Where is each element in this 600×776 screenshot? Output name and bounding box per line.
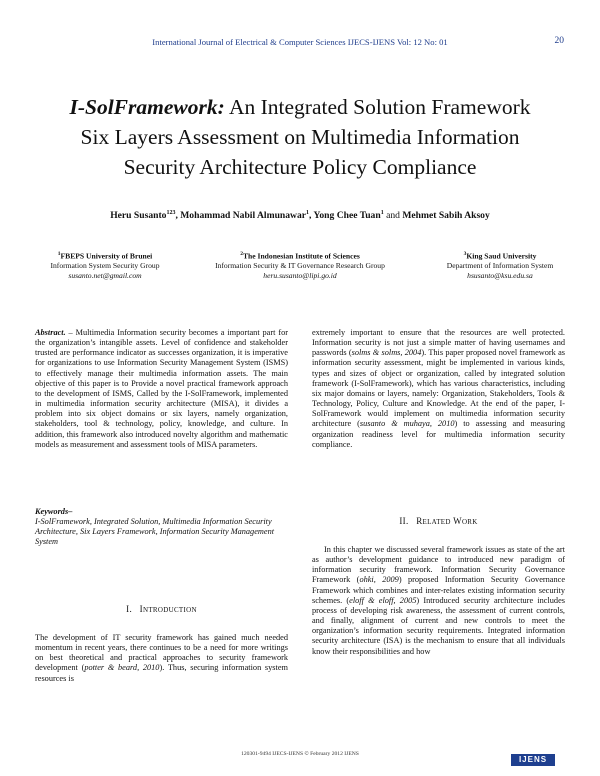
citation: eloff & eloff, 2005 bbox=[349, 595, 417, 605]
author-3: Yong Chee Tuan bbox=[313, 210, 381, 222]
page-number: 20 bbox=[554, 36, 564, 46]
introduction-continued: extremely important to ensure that the resources are well protected. Information security is not just a simple matter of having usernames and passwords (solms & solms, 2004). This paper proposed novel framework as information security assessment, might be implemented in various kinds, types and sizes of object or organization, called by integrated solution framework (I-SolFramework), which has various characteristics, including six major domains or layers, namely: Organization, Stakeholders, Tools & Technology, Policy, Culture and Knowledge. At the end of the paper, I-SolFramework would implement on multimedia information security architecture (susanto & muhaya, 2010) to assessing and measuring organization readiness level for multimedia information security compliance. bbox=[312, 328, 566, 449]
section-heading-related-work: II. RELATED WORK bbox=[399, 516, 478, 526]
title-line3: Security Architecture Policy Compliance bbox=[123, 155, 477, 179]
related-work-paragraph: In this chapter we discussed several framework issues as state of the art as author’s development guidance to introduced new paradigm of information security framework. Information Security Governance Framework (ohki, 2009) proposed Information Security Governance Framework which combines and inter-relates existing information security schemes. (eloff & eloff, 2005) Introduced security architecture includes process of developing risk awareness, the assessment of current controls, and finally, alignment of current and new controls to meet the organization’s information security requirements. Integrated information security architecture (ISA) is the mechanism to ensure that all individuals know their responsibilities and how bbox=[312, 545, 566, 656]
section-heading-introduction: I. INTRODUCTION bbox=[126, 604, 197, 614]
abstract bbox=[35, 328, 288, 450]
citation: ohki, 2009 bbox=[359, 575, 399, 585]
keywords-label: Keywords– bbox=[35, 507, 73, 516]
author-4: Mehmet Sabih Aksoy bbox=[402, 210, 490, 222]
citation: solms & solms, 2004 bbox=[351, 348, 422, 358]
title-italic: I-SolFramework: bbox=[69, 95, 225, 119]
author-1: Heru Susanto bbox=[110, 210, 167, 222]
title-line2: Six Layers Assessment on Multimedia Information bbox=[80, 125, 520, 149]
author-list: Heru Susanto$^{123}$, Mohammad Nabil Almunawar$^1$, Yong Chee Tuan$^1$ and Mehmet Sabih Aksoy bbox=[110, 210, 490, 222]
keywords-text: I-SolFramework, Integrated Solution, Multimedia Information Security Architecture, Six Layers Framework, Information Security Management System bbox=[35, 517, 275, 547]
journal-header: International Journal of Electrical & Computer Sciences IJECS-IJENS Vol: 12 No: 01 bbox=[152, 37, 448, 47]
title-line1: An Integrated Solution Framework bbox=[224, 95, 531, 119]
keywords bbox=[35, 507, 288, 548]
affiliation-1: $^1$FBEPS University of Brunei Information System Security Group susanto.net@gmail.com bbox=[50, 251, 160, 280]
footer-text: 120301-9494 IJECS-IJENS © February 2012 IJENS bbox=[241, 751, 359, 757]
introduction-paragraph: The development of IT security framework has gained much needed momentum in recent years, there continues to be a need for more writings on best theoretical and practical approaches to security framework development (potter & beard, 2010). Thus, securing information system resources is bbox=[35, 633, 288, 683]
affiliation-2: $^2$The Indonesian Institute of Sciences Information Security & IT Governance Research Group heru.susanto@lipi.go.id bbox=[215, 251, 385, 280]
affiliation-3: $^3$King Saud University Department of Information System hsusanto@ksu.edu.sa bbox=[446, 251, 554, 280]
paper-title bbox=[30, 92, 570, 182]
abstract-label: Abstract. bbox=[35, 328, 66, 337]
citation: susanto & muhaya, 2010 bbox=[359, 419, 455, 429]
abstract-text: – Multimedia Information security becomes a important part for the organization’s intangible assets. Level of confidence and stakeholder trusted are performance indicator as successes organization, it is imperative for organizations to use Information Security Management System (ISMS) to effectively manage their multimedia information assets. The main objective of this paper is to Provide a novel practical framework approach to the development of ISMS, Called by the I-SolFramework, implemented in multimedia information security architecture (MISA), it divides a problem into six object domains or six layers, namely organization, stakeholders, tool & technology, policy, knowledge, and culture. In addition, this framework also introduced novelty algorithm and mathematic models as measurement and assessment tools of MISA parameters. bbox=[35, 328, 288, 449]
ijens-logo: IJENS bbox=[511, 754, 555, 766]
citation: potter & beard, 2010 bbox=[84, 663, 160, 673]
author-2: Mohammad Nabil Almunawar bbox=[180, 210, 307, 222]
